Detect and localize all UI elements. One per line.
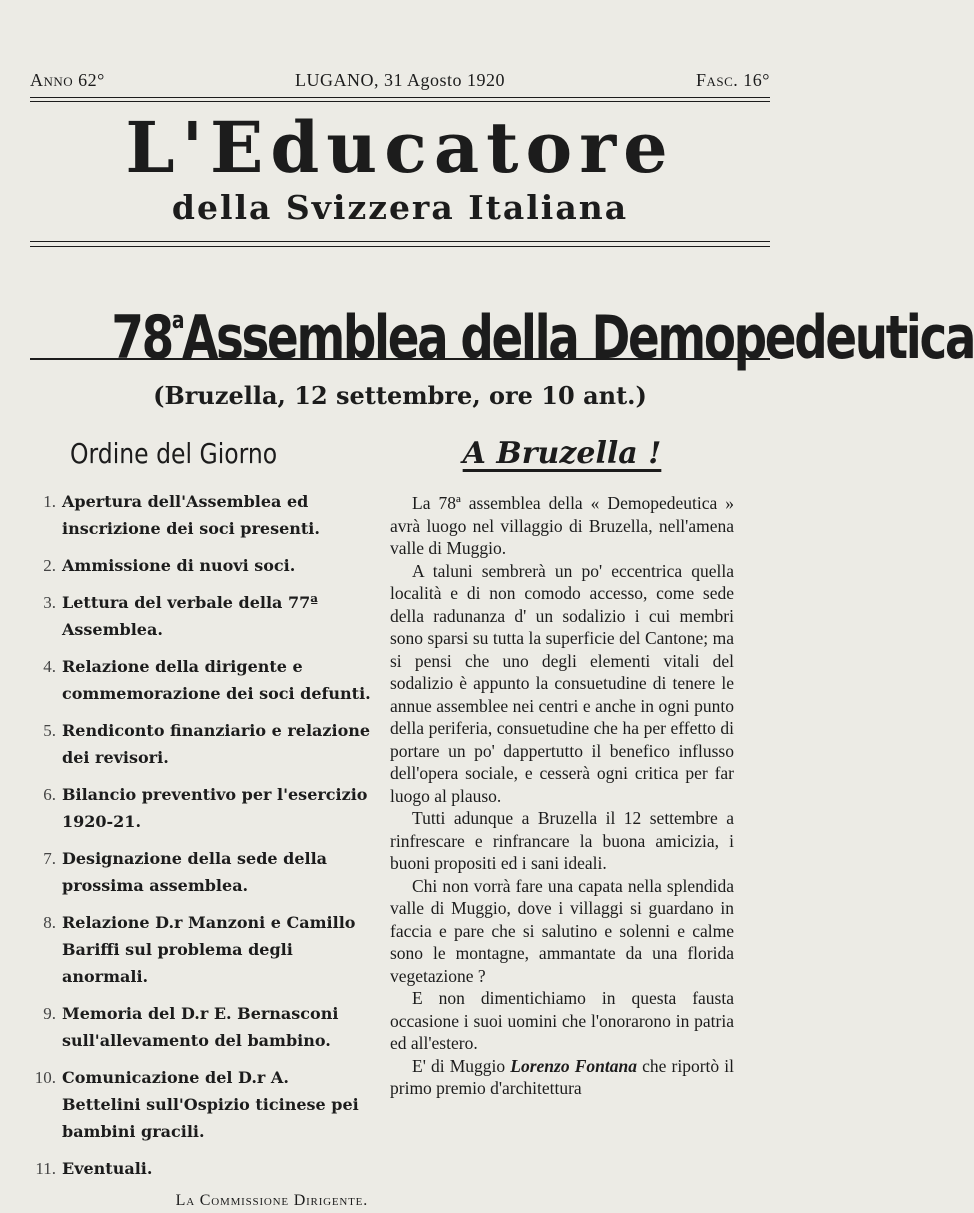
- article-paragraph: Tutti adunque a Bruzella il 12 settembre a rinfrescare e rinfrancare la buona amicizia, i buoni propositi ed i sani ideali.: [390, 808, 734, 873]
- assembly-headline: [111, 280, 974, 373]
- assembly-number: 78: [111, 303, 172, 373]
- last-paragraph-prefix: E' di Muggio: [412, 1055, 511, 1076]
- agenda-item-text: Designazione della sede della prossima assemblea.: [62, 849, 328, 895]
- agenda-item-text: Ammissione di nuovi soci.: [62, 556, 296, 575]
- agenda-item: [30, 653, 372, 707]
- agenda-item: [30, 909, 372, 990]
- agenda-item-text: Rendiconto finanziario e relazione dei revisori.: [62, 721, 371, 767]
- agenda-column: [30, 434, 372, 1210]
- assembly-title: Assemblea della Demopedeutica: [182, 303, 974, 373]
- masthead-rule-top: [30, 241, 770, 242]
- agenda-item-number: 11.: [35, 1159, 56, 1178]
- agenda-item-text: Lettura del verbale della 77ª Assemblea.: [62, 593, 319, 639]
- agenda-item-number: 9.: [43, 1004, 56, 1023]
- agenda-item-text: Eventuali.: [62, 1159, 153, 1178]
- agenda-item: [30, 589, 372, 643]
- agenda-item: [30, 1064, 372, 1145]
- agenda-item: [30, 488, 372, 542]
- agenda-item-number: 2.: [43, 556, 56, 575]
- header-rule-bottom: [30, 101, 770, 102]
- masthead-subtitle: della Svizzera Italiana: [171, 188, 629, 227]
- agenda-item-number: 1.: [43, 492, 56, 511]
- agenda-title: Ordine del Giorno: [70, 437, 278, 470]
- agenda-item: [30, 717, 372, 771]
- header-rule-top: [30, 97, 770, 98]
- article-paragraph: E non dimentichiamo in questa fausta occasione i suoi uomini che l'onorarono in patria ed all'estero.: [390, 988, 734, 1053]
- article-paragraph-last: [390, 1055, 734, 1100]
- agenda-list: [30, 488, 372, 1182]
- article-paragraph: Chi non vorrà fare una capata nella splendida valle di Muggio, dove i villaggi si guardano in faccia e pare che si salutino e solenni e calme sono le montagne, ammantate da una florida vegetazione ?: [390, 875, 734, 986]
- place-date: LUGANO, 31 Agosto 1920: [294, 70, 505, 90]
- agenda-item-text: Relazione della dirigente e commemorazione dei soci defunti.: [62, 657, 371, 703]
- agenda-item-number: 8.: [43, 913, 56, 932]
- agenda-item: [30, 1155, 372, 1182]
- last-paragraph-suffix: che riportò il primo premio d'architettura: [390, 1055, 734, 1098]
- agenda-item: [30, 552, 372, 579]
- agenda-item-number: 5.: [43, 721, 56, 740]
- agenda-item: [30, 845, 372, 899]
- issue-number: Fasc. 16°: [696, 70, 770, 90]
- agenda-item-number: 6.: [43, 785, 56, 804]
- article-body: [390, 492, 734, 1100]
- masthead-title: L'Educatore: [125, 106, 675, 189]
- agenda-item-text: Memoria del D.r E. Bernasconi sull'allevamento del bambino.: [62, 1004, 339, 1050]
- headline-rule: [30, 358, 770, 360]
- agenda-item-text: Apertura dell'Assemblea ed inscrizione dei soci presenti.: [62, 492, 320, 538]
- architect-name: Lorenzo Fontana: [510, 1055, 637, 1076]
- assembly-ordinal: a: [171, 306, 183, 334]
- agenda-item-text: Bilancio preventivo per l'esercizio 1920-21.: [62, 785, 368, 831]
- agenda-item-number: 10.: [34, 1068, 56, 1087]
- article-paragraph: A taluni sembrerà un po' eccentrica quella località e di non comodo accesso, come sede della radunanza d' un sodalizio i cui membri sono sparsi su tutta la superficie del Cantone; ma si pensi che uno degli elementi vitali del sodalizio è appunto la consuetudine di tenere le annue assemblee nei centri e anche in ogni punto della periferia, consuetudine che ha per effetto di portare un po' dappertutto il benefico influsso dell'opera sociale, e cesserà ogni critica per far luogo al plauso.: [390, 560, 734, 806]
- agenda-item-number: 3.: [43, 593, 56, 612]
- agenda-signature: La Commissione Dirigente.: [175, 1192, 368, 1209]
- article-paragraph: La 78ª assemblea della « Demopedeutica » avrà luogo nel villaggio di Bruzella, nell'amena valle di Muggio.: [390, 493, 734, 558]
- agenda-item-number: 7.: [43, 849, 56, 868]
- agenda-item: [30, 1000, 372, 1054]
- assembly-dateline: (Bruzella, 12 settembre, ore 10 ant.): [153, 381, 647, 410]
- agenda-item-number: 4.: [43, 657, 56, 676]
- article-column: [390, 434, 734, 1100]
- agenda-item-text: Comunicazione del D.r A. Bettelini sull'Ospizio ticinese pei bambini gracili.: [62, 1068, 359, 1141]
- masthead-rule-bottom: [30, 246, 770, 247]
- agenda-item: [30, 781, 372, 835]
- page-header: [30, 70, 770, 94]
- article-title: [390, 434, 734, 474]
- article-title-text: A Bruzella !: [462, 436, 662, 471]
- issue-year: Anno 62°: [30, 70, 105, 90]
- agenda-item-text: Relazione D.r Manzoni e Camillo Bariffi sul problema degli anormali.: [62, 913, 356, 986]
